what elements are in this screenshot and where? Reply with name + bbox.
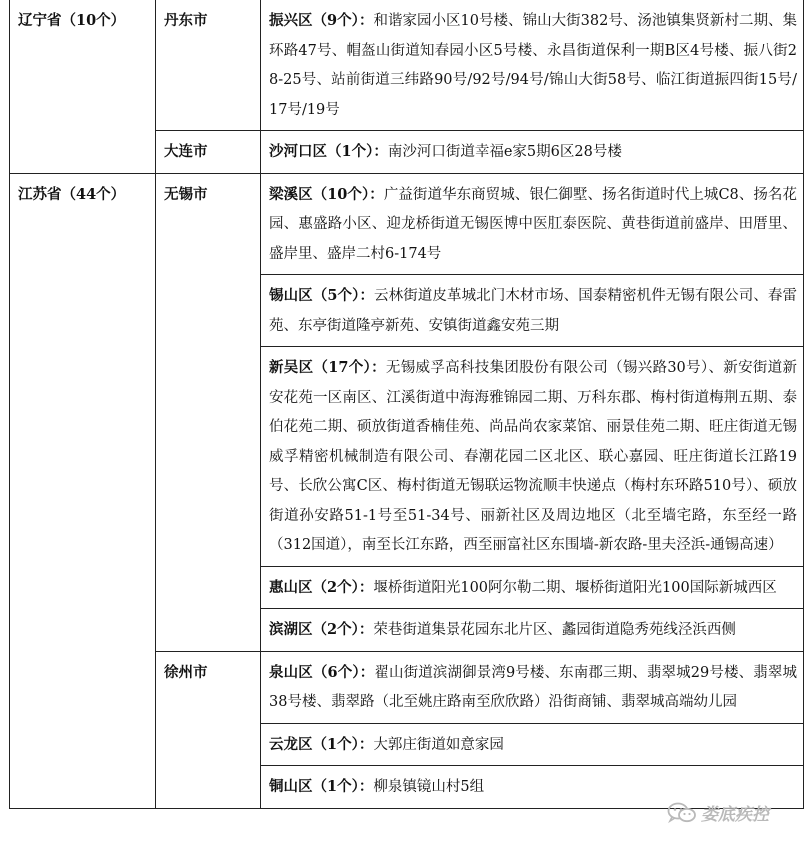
district-places: 堰桥街道阳光100阿尔勒二期、堰桥街道阳光100国际新城西区: [373, 579, 777, 596]
district-cell: [261, 0, 804, 131]
district-name: 滨湖区（2个）：: [269, 621, 374, 638]
district-cell: [261, 275, 804, 347]
district-cell: [261, 347, 804, 567]
province-cell: 辽宁省（10个）: [10, 0, 156, 173]
wechat-icon: [667, 802, 697, 824]
city-cell: 大连市: [156, 131, 261, 174]
city-cell: 无锡市: [156, 173, 261, 651]
watermark-text: 娄底疾控: [701, 805, 769, 825]
district-name: 梁溪区（10个）：: [269, 185, 384, 203]
province-cell: 江苏省（44个）: [10, 173, 156, 808]
district-places: 荣巷街道集景花园东北片区、蠡园街道隐秀苑线泾浜西侧: [373, 622, 736, 638]
district-name: 惠山区（2个）：: [269, 578, 374, 596]
district-name: 锡山区（5个）：: [269, 287, 375, 304]
city-cell: 徐州市: [156, 651, 261, 808]
district-name: 沙河口区（1个）：: [269, 143, 388, 160]
district-places: 南沙河口街道幸福e家5期6区28号楼: [387, 144, 622, 160]
district-places: 云林街道皮革城北门木材市场、国泰精密机件无锡有限公司、春雷苑、东亭街道隆亭新苑、安镇街道鑫安苑三期: [269, 288, 797, 334]
district-cell: [261, 651, 804, 723]
table-row: [10, 173, 804, 275]
risk-area-table: [9, 0, 804, 809]
district-places: 柳泉镇镜山村5组: [373, 779, 485, 795]
district-name: 铜山区（1个）：: [269, 778, 374, 795]
watermark: [667, 800, 769, 825]
district-name: 云龙区（1个）：: [269, 735, 374, 753]
district-name: 新吴区（17个）：: [269, 359, 386, 376]
district-name: 振兴区（9个）：: [269, 12, 374, 29]
district-places: 翟山街道滨湖御景湾9号楼、东南郡三期、翡翠城29号楼、翡翠城38号楼、翡翠路（北至姚庄路南至欣欣路）沿街商铺、翡翠城高端幼儿园: [269, 664, 797, 710]
district-cell: [261, 566, 804, 609]
district-cell: [261, 609, 804, 652]
district-places: 无锡威孚高科技集团股份有限公司（锡兴路30号）、新安街道新安花苑一区南区、江溪街道中海海雅锦园二期、万科东郡、梅村街道梅荆五期、泰伯花苑二期、硕放街道香楠佳苑、尚品尚农家菜馆、丽景佳苑二期、旺庄街道无锡威孚精密机械制造有限公司、春潮花园二区北区、联心嘉园、旺庄街道长江路19号、长欣公寓C区、梅村街道无锡联运物流顺丰快递点（梅村东环路510号）、硕放街道孙安路51-1号至51-34号、丽新社区及周边地区（北至墙宅路，东至经一路（312国道），南至长江东路，西至丽富社区东围墙-新农路-里夫泾浜-通锡高速）: [269, 360, 797, 553]
district-places: 大郭庄街道如意家园: [373, 736, 504, 753]
district-name: 泉山区（6个）：: [269, 663, 375, 681]
district-places: 广益街道华东商贸城、银仁御墅、扬名街道时代上城C8、扬名花园、惠盛路小区、迎龙桥街道无锡医博中医肛泰医院、黄巷街道前盛岸、田厝里、盛岸里、盛岸二村6-174号: [269, 186, 797, 262]
district-cell: [261, 131, 804, 174]
district-cell: [261, 723, 804, 766]
table-row: [10, 0, 804, 131]
district-cell: [261, 173, 804, 275]
city-cell: 丹东市: [156, 0, 261, 131]
district-places: 和谐家园小区10号楼、锦山大街382号、汤池镇集贤新村二期、集环路47号、帽盔山街道知春园小区5号楼、永昌街道保利一期B区4号楼、振八街28-25号、站前街道三纬路90号/92号/94号/锦山大街58号、临江街道振四街15号/17号/19号: [269, 13, 798, 118]
